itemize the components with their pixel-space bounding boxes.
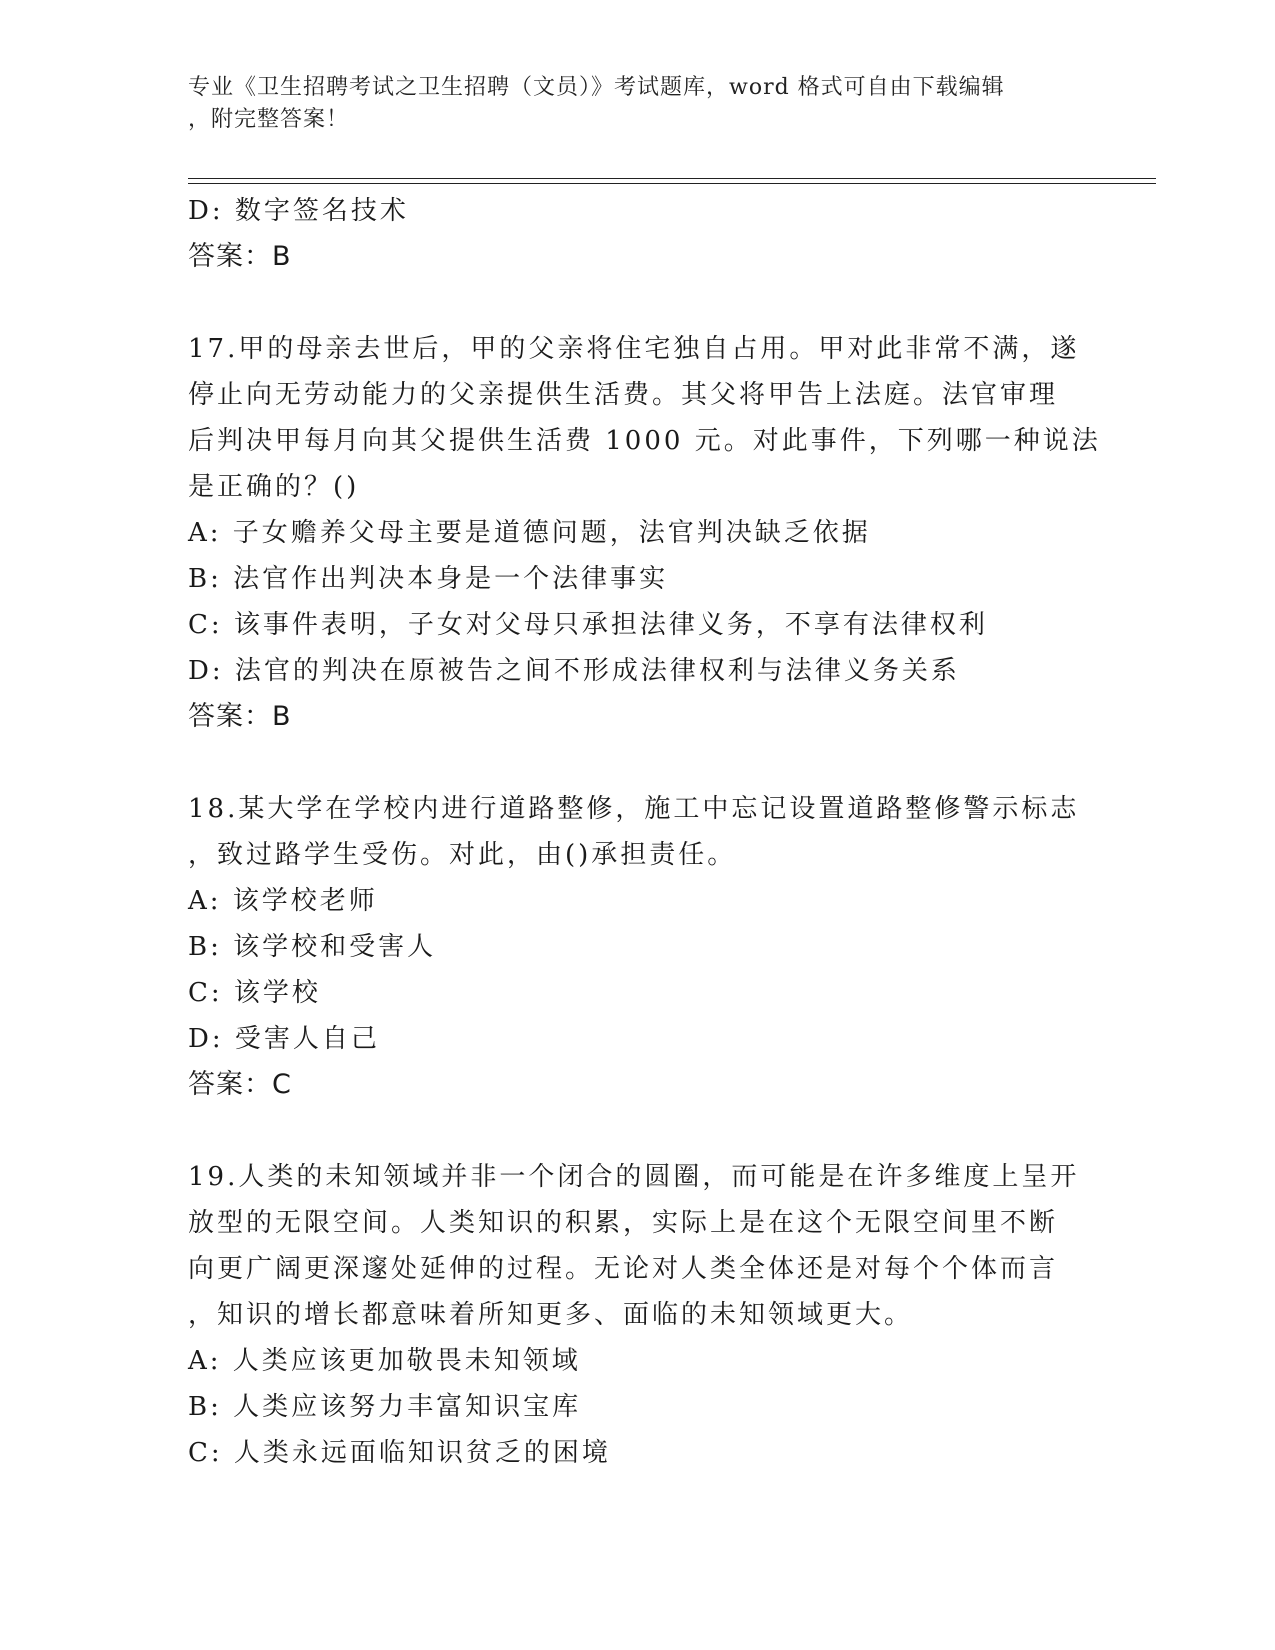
question-19-text-line: ，知识的增长都意味着所知更多、面临的未知领域更大。 [188,1300,914,1330]
question-18-answer: 答案：C [188,1069,292,1100]
spacer [188,740,1088,786]
question-19-text-line: 向更广阔更深邃处延伸的过程。无论对人类全体还是对每个个体而言 [188,1254,1059,1284]
question-17-text-line: 停止向无劳动能力的父亲提供生活费。其父将甲告上法庭。法官审理 [188,380,1059,410]
question-18-option-c: C: 该学校 [188,978,321,1008]
question-17 [188,326,1101,740]
question-18-text-line: 18.某大学在学校内进行道路整修，施工中忘记设置道路整修警示标志 [188,794,1080,824]
question-18 [188,786,1088,1108]
question-19-option-a: A: 人类应该更加敬畏未知领域 [188,1346,581,1376]
question-18-option-d: D: 受害人自己 [188,1024,380,1054]
question-17-option-b: B: 法官作出判决本身是一个法律事实 [188,564,669,594]
header-divider-top [188,178,1156,179]
question-19-option-b: B: 人类应该努力丰富知识宝库 [188,1392,582,1422]
question-19 [188,1154,1088,1476]
question-17-text-line: 后判决甲每月向其父提供生活费 1000 元。对此事件，下列哪一种说法 [188,426,1101,456]
question-17-text-line: 17.甲的母亲去世后，甲的父亲将住宅独自占用。甲对此非常不满，遂 [188,334,1080,364]
question-18-option-a: A: 该学校老师 [188,886,378,916]
prev-option-d: D: 数字签名技术 [188,196,409,226]
spacer [188,1108,1088,1154]
question-19-option-c: C: 人类永远面临知识贫乏的困境 [188,1438,611,1468]
question-18-option-b: B: 该学校和受害人 [188,932,437,962]
question-17-answer: 答案：B [188,701,292,732]
spacer [188,280,1088,326]
question-19-text-line: 放型的无限空间。人类知识的积累，实际上是在这个无限空间里不断 [188,1208,1059,1238]
question-17-option-c: C: 该事件表明，子女对父母只承担法律义务，不享有法律权利 [188,610,988,640]
header-divider-bottom [188,183,1156,184]
header-line-2: ，附完整答案！ [188,107,350,132]
prev-answer: 答案：B [188,241,292,272]
header-line-1: 专业《卫生招聘考试之卫生招聘（文员）》考试题库，word 格式可自由下载编辑 [188,75,1005,100]
question-19-text-line: 19.人类的未知领域并非一个闭合的圆圈，而可能是在许多维度上呈开 [188,1162,1080,1192]
question-17-text-line: 是正确的？() [188,472,360,502]
page-header [188,72,1068,136]
question-18-text-line: ，致过路学生受伤。对此，由()承担责任。 [188,840,737,870]
question-17-option-a: A: 子女赡养父母主要是道德问题，法官判决缺乏依据 [188,518,871,548]
question-list [188,188,1101,1476]
question-17-option-d: D: 法官的判决在原被告之间不形成法律权利与法律义务关系 [188,656,960,686]
